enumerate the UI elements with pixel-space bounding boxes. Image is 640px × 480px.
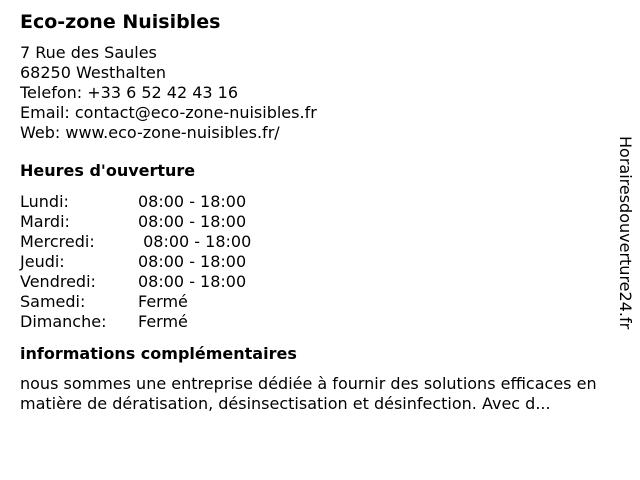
- hours-row-tuesday: [20, 212, 620, 232]
- hours-row-saturday: [20, 292, 620, 312]
- street-address: 7 Rue des Saules: [20, 43, 157, 62]
- day-hours: Fermé: [138, 292, 188, 311]
- contact-block: [20, 43, 620, 143]
- business-card: [20, 10, 620, 414]
- day-hours: 08:00 - 18:00: [138, 272, 247, 291]
- day-hours: 08:00 - 18:00: [138, 212, 247, 231]
- day-hours: 08:00 - 18:00: [138, 192, 247, 211]
- day-label: Mercredi:: [20, 232, 95, 251]
- day-hours: 08:00 - 18:00: [138, 232, 252, 251]
- day-label: Jeudi:: [20, 252, 65, 271]
- hours-row-monday: [20, 192, 620, 212]
- day-label: Samedi:: [20, 292, 86, 311]
- opening-hours-table: [20, 192, 620, 332]
- day-label: Mardi:: [20, 212, 70, 231]
- site-watermark: Horairesdouverture24.fr: [616, 136, 635, 330]
- phone-line: Telefon: +33 6 52 42 43 16: [20, 83, 239, 102]
- day-label: Dimanche:: [20, 312, 107, 331]
- hours-row-friday: [20, 272, 620, 292]
- day-hours: 08:00 - 18:00: [138, 252, 247, 271]
- day-label: Vendredi:: [20, 272, 96, 291]
- hours-heading: Heures d'ouverture: [20, 161, 196, 180]
- hours-row-wednesday: [20, 232, 620, 252]
- day-label: Lundi:: [20, 192, 69, 211]
- day-hours: Fermé: [138, 312, 188, 331]
- info-heading: informations complémentaires: [20, 344, 297, 363]
- city-line: 68250 Westhalten: [20, 63, 166, 82]
- hours-row-thursday: [20, 252, 620, 272]
- business-name: Eco-zone Nuisibles: [20, 11, 221, 33]
- info-description: nous sommes une entreprise dédiée à fournir des solutions efficaces en matière de dératisation, désinsectisation et désinfection. Avec d...: [20, 374, 597, 413]
- email-line: Email: contact@eco-zone-nuisibles.fr: [20, 103, 317, 122]
- web-line: Web: www.eco-zone-nuisibles.fr/: [20, 123, 280, 142]
- hours-row-sunday: [20, 312, 620, 332]
